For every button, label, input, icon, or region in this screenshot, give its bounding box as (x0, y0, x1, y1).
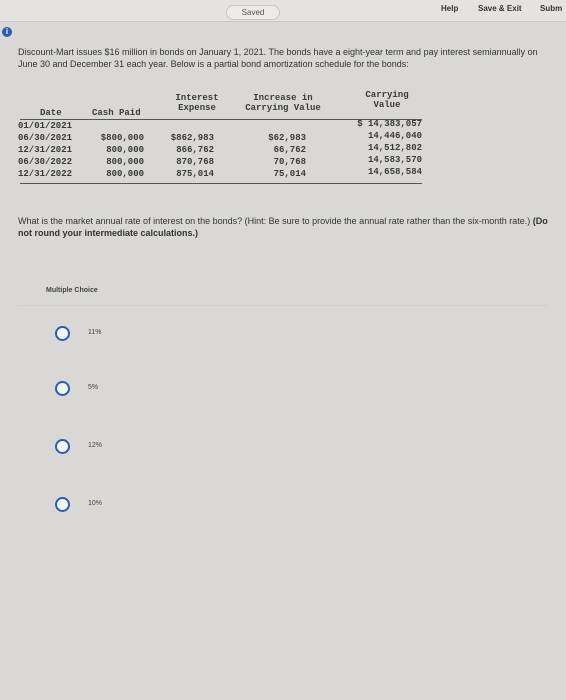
info-icon[interactable]: i (2, 27, 12, 37)
hint-bold-instruction: (Do not round your intermediate calculations.) (18, 216, 548, 238)
amortization-schedule (14, 86, 422, 190)
row-carrying: 14,512,802 (367, 143, 422, 153)
row-increase: 66,762 (273, 145, 306, 155)
header-interest-expense: Interest Expense (175, 93, 219, 113)
row-date: 01/01/2021 (18, 121, 73, 131)
header-cash-paid: Cash Paid (92, 108, 141, 118)
row-cash: 800,000 (106, 169, 144, 179)
header-carrying-value: Carrying Value (365, 90, 409, 110)
option-label: 12% (88, 442, 103, 449)
row-carrying: 14,658,584 (367, 167, 422, 177)
option-label: 10% (88, 500, 103, 507)
row-carrying: 14,583,570 (367, 155, 422, 165)
row-increase: $62,983 (268, 133, 306, 143)
row-interest: 875,014 (176, 169, 214, 179)
table-bottom-line (20, 183, 422, 184)
row-date: 06/30/2021 (18, 133, 73, 143)
row-carrying: 14,446,040 (367, 131, 422, 141)
radio-button[interactable] (55, 381, 70, 396)
row-carrying: $ 14,383,057 (357, 119, 422, 129)
row-cash: 800,000 (106, 145, 144, 155)
row-interest: 870,768 (176, 157, 214, 167)
saved-indicator: Saved (226, 5, 280, 20)
option-label: 11% (88, 329, 102, 336)
submit-link[interactable]: Subm (540, 4, 563, 13)
row-date: 06/30/2022 (18, 157, 73, 167)
header-date: Date (40, 108, 62, 118)
hint-text: What is the market annual rate of interest on the bonds? (Hint: Be sure to provide the annual rate rather than the six-month rate.) (Do not round your intermediate calculations.) (18, 216, 548, 238)
multiple-choice-label: Multiple Choice (46, 287, 98, 294)
option-label: 5% (88, 384, 99, 391)
help-link[interactable]: Help (441, 4, 459, 13)
header-increase-carrying-value: Increase in Carrying Value (245, 93, 321, 113)
question-text: Discount-Mart issues $16 million in bonds on January 1, 2021. The bonds have a eight-year term and pay interest semiannually on June 30 and December 31 each year. Below is a partial bond amortization schedule for the bonds: (18, 47, 538, 69)
row-interest: $862,983 (170, 133, 214, 143)
top-bar (0, 0, 566, 22)
radio-button[interactable] (55, 497, 70, 512)
save-exit-link[interactable]: Save & Exit (478, 4, 522, 13)
row-cash: $800,000 (100, 133, 144, 143)
row-increase: 75,014 (273, 169, 306, 179)
multiple-choice-options (18, 305, 548, 533)
radio-button[interactable] (55, 439, 70, 454)
row-date: 12/31/2022 (18, 169, 73, 179)
row-increase: 70,768 (273, 157, 306, 167)
row-cash: 800,000 (106, 157, 144, 167)
radio-button[interactable] (55, 326, 70, 341)
row-interest: 866,762 (176, 145, 214, 155)
row-date: 12/31/2021 (18, 145, 73, 155)
